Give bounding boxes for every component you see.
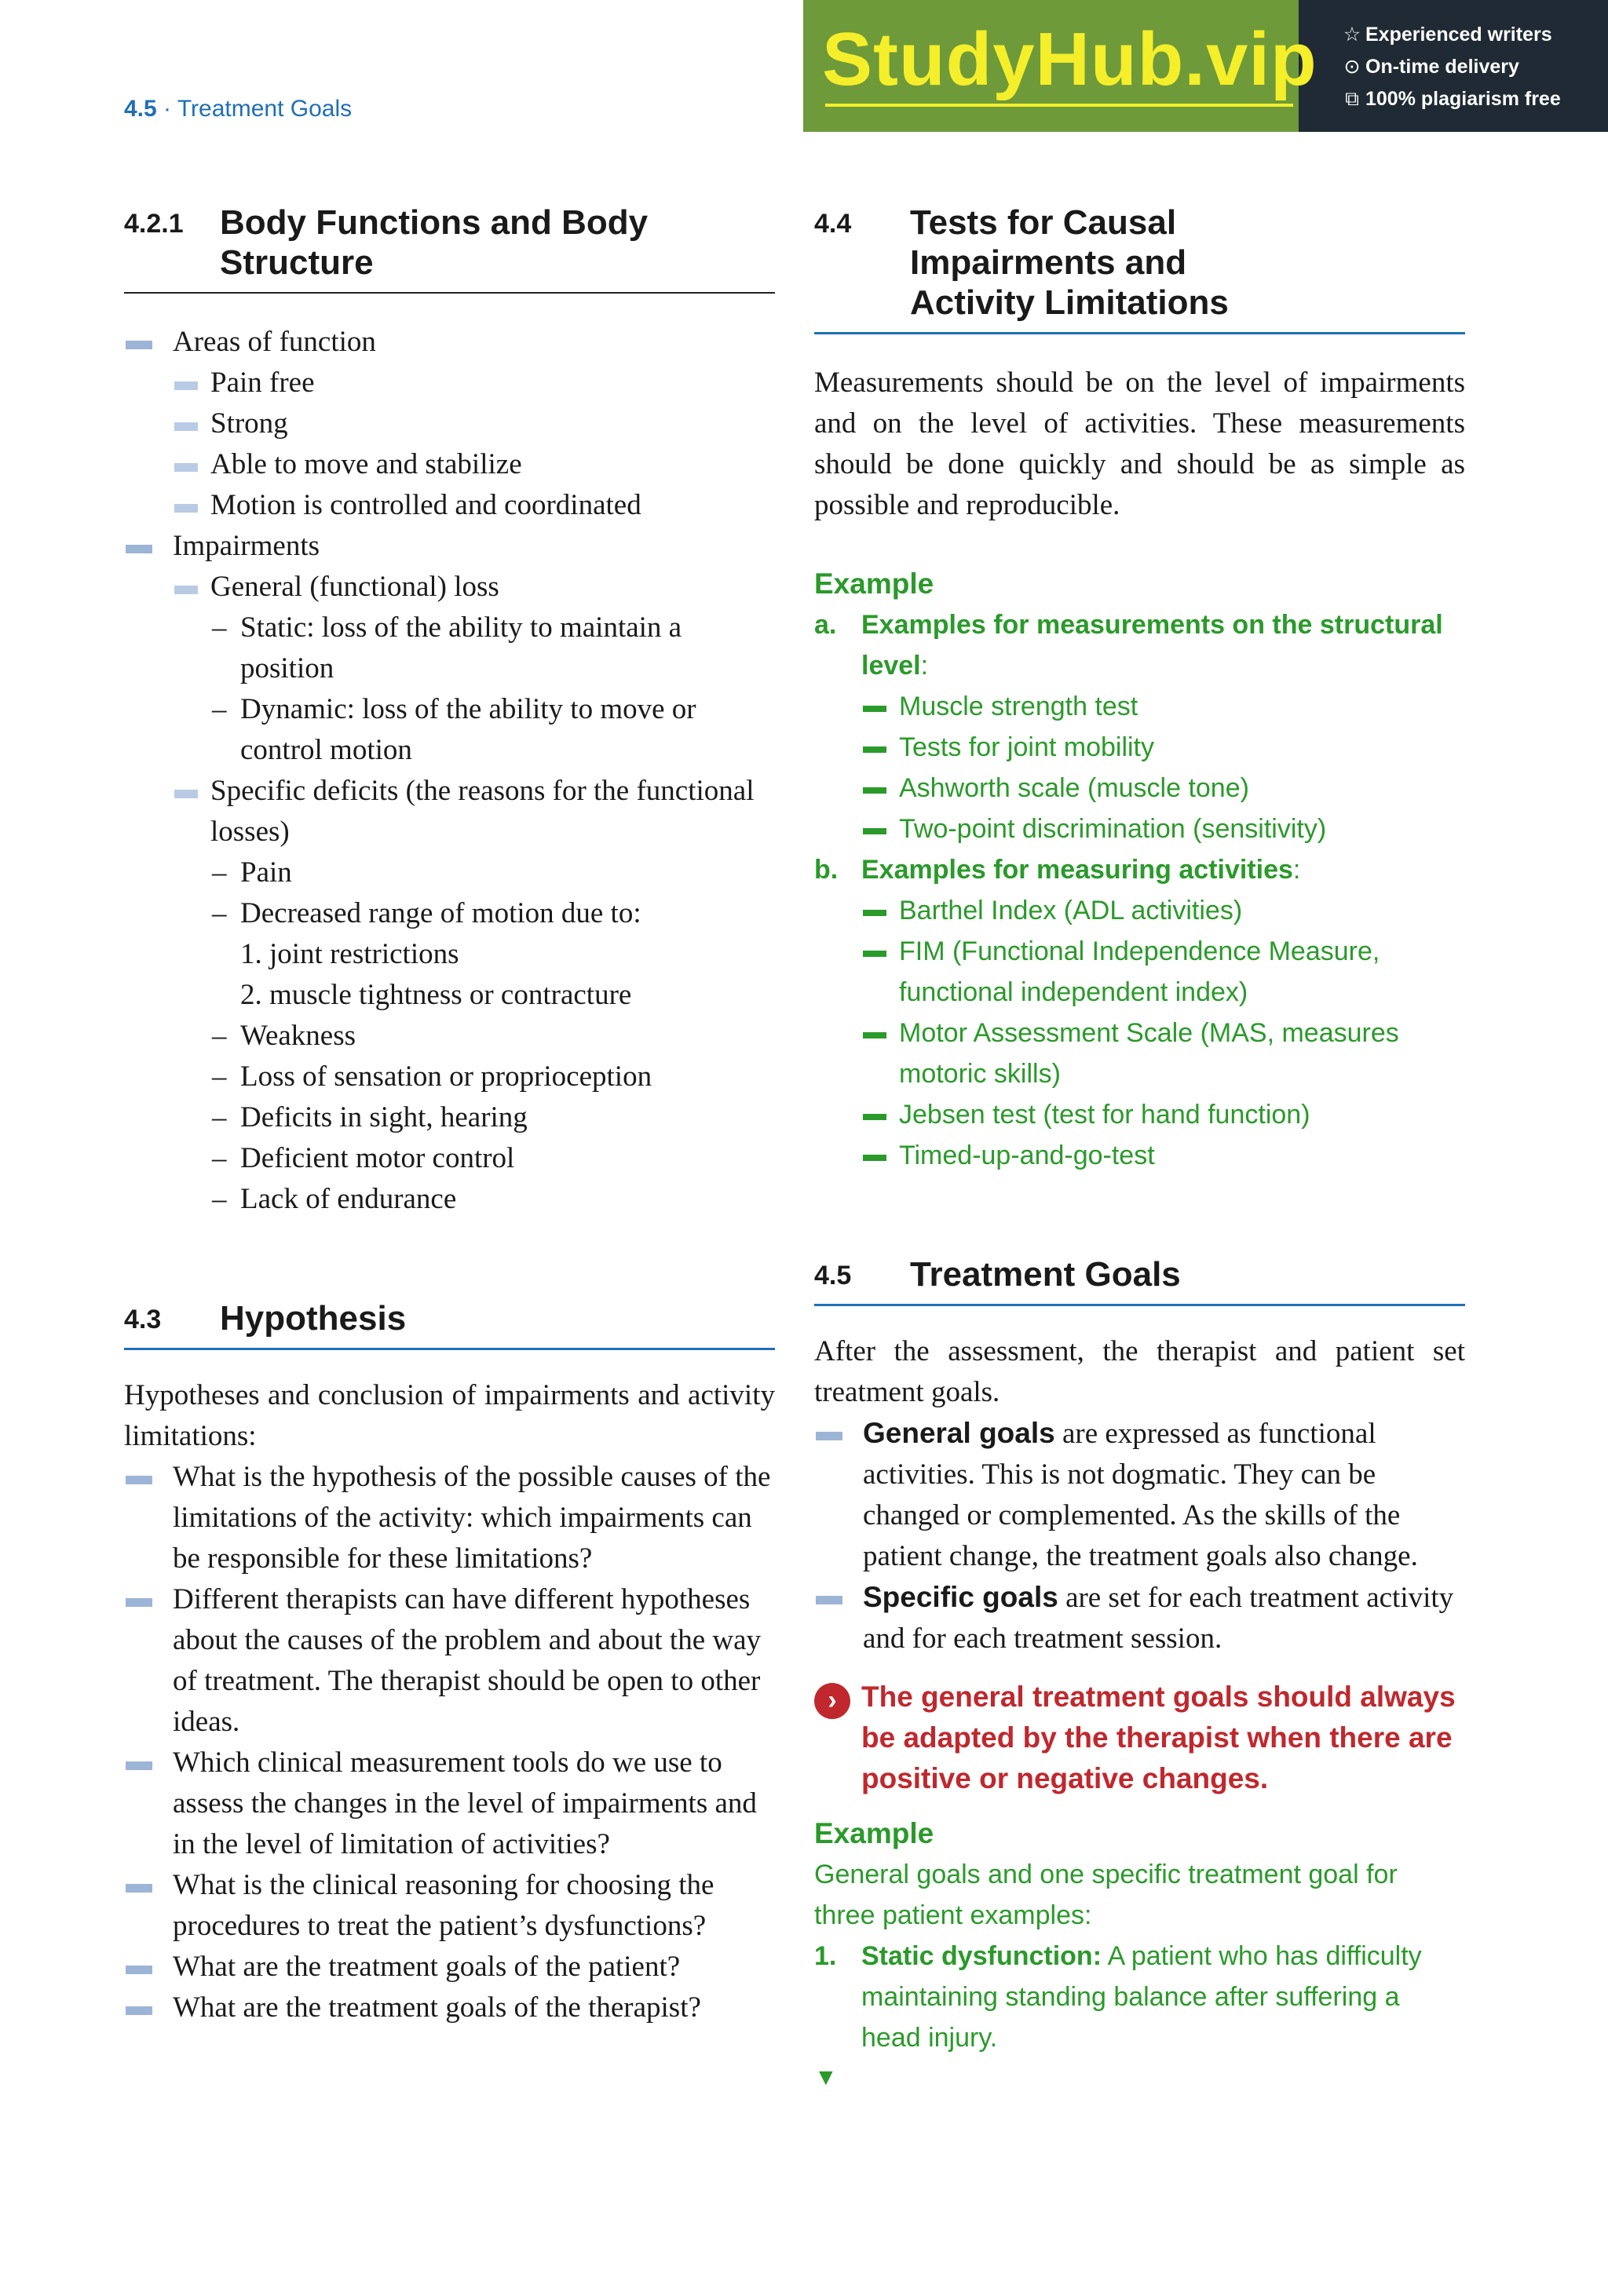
banner-taglines	[1342, 19, 1561, 115]
section-title: Tests for Causal Impairments and Activity Limitations	[910, 203, 1229, 322]
list-item-text: What is the clinical reasoning for choosing the procedures to treat the patient’s dysfunctions?	[173, 1869, 714, 1942]
bullet-square-icon	[174, 422, 198, 431]
dash-item	[210, 1016, 775, 1057]
dash-item-text: Static: loss of the ability to maintain a position	[240, 611, 682, 684]
dash-list	[210, 608, 775, 771]
logo-underline	[825, 104, 1293, 107]
dash-item	[210, 1097, 775, 1138]
dash-item-text: Weakness	[240, 1020, 356, 1052]
dash-item	[210, 689, 775, 771]
bullet-square-icon	[174, 381, 198, 390]
dash-item	[210, 893, 775, 1016]
list-item	[861, 1135, 1465, 1176]
list-item-text: What are the treatment goals of the patient?	[173, 1951, 681, 1983]
example-label: b.	[814, 855, 839, 885]
list-item-text: What is the hypothesis of the possible causes of the limitations of the activity: which impairments can be responsible for these limitations?	[173, 1461, 771, 1575]
bullet-square-icon	[126, 341, 152, 349]
list-item-label: Motion is controlled and coordinated	[210, 489, 641, 521]
list-item	[861, 890, 1465, 931]
dash-list	[210, 852, 775, 1220]
section-title: Treatment Goals	[910, 1255, 1181, 1294]
dash-icon: –	[212, 1020, 227, 1052]
list-item	[124, 1988, 775, 2028]
copy-icon: ⧉	[1345, 88, 1359, 110]
banner-logo-panel	[803, 0, 1317, 132]
tagline-plagiarism-free	[1342, 83, 1561, 115]
hypothesis-list	[124, 1457, 775, 2028]
list-item-text: Ashworth scale (muscle tone)	[899, 773, 1249, 803]
dash-item-text: Loss of sensation or proprioception	[240, 1060, 652, 1093]
example-title: Examples for measuring activities	[861, 855, 1293, 885]
section-title: Hypothesis	[220, 1299, 407, 1338]
list-item-text: Which clinical measurement tools do we use to assess the changes in the level of impairments and in the level of limitation of activities?	[173, 1747, 757, 1860]
clock-icon: ⊙	[1343, 56, 1361, 78]
bullet-square-icon	[816, 1596, 842, 1604]
numbered-item: 1. joint restrictions	[240, 938, 459, 970]
list-item-label: Pain free	[210, 367, 315, 399]
example-sublist	[861, 890, 1465, 1176]
example-description: A patient who has difficulty maintaining standing balance after suffering a head injury.	[861, 1941, 1422, 2053]
bullet-bar-icon	[863, 951, 886, 957]
tagline-text: On-time delivery	[1365, 56, 1519, 78]
running-head-title: Treatment Goals	[177, 96, 353, 122]
section-heading-4-5	[814, 1254, 1465, 1306]
section-number: 4.5	[814, 1261, 852, 1290]
tagline-text: Experienced writers	[1365, 24, 1552, 46]
example-item-b: b. Examples for measuring activities: Barthel Index (ADL activities) FIM (Functional Independence Measure, functional independent index) Motor Assessment Scale (MAS, measures motoric skills) Jebsen test (test for hand function) Timed-up-and-go-test	[814, 849, 1465, 1176]
bullet-square-icon	[816, 1432, 842, 1440]
list-item	[861, 1013, 1465, 1094]
example-heading: Example	[814, 568, 934, 600]
bullet-square-icon	[126, 1476, 152, 1484]
bullet-bar-icon	[863, 828, 886, 834]
list-item-label: Impairments	[173, 530, 320, 562]
list-item	[173, 485, 775, 526]
sublist	[173, 567, 775, 1220]
bullet-square-icon	[174, 463, 198, 472]
tagline-text: 100% plagiarism free	[1365, 88, 1561, 110]
dash-icon: –	[212, 693, 227, 725]
dash-item	[210, 1138, 775, 1179]
star-icon: ☆	[1343, 24, 1361, 46]
list-item	[124, 1579, 775, 1743]
list-item	[861, 809, 1465, 849]
bullet-square-icon	[126, 1884, 152, 1893]
list-item-text: Two-point discrimination (sensitivity)	[899, 814, 1327, 844]
bullet-square-icon	[174, 504, 198, 513]
treatment-goals-intro: After the assessment, the therapist and patient set treatment goals.	[814, 1335, 1465, 1408]
section-number: 4.4	[814, 209, 852, 239]
section-number: 4.3	[124, 1305, 162, 1334]
bullet-bar-icon	[863, 706, 886, 712]
dash-icon: –	[212, 897, 227, 929]
example-sublist	[861, 686, 1465, 849]
example-term: Static dysfunction:	[861, 1941, 1102, 1971]
goal-term: General goals	[863, 1417, 1055, 1449]
list-item	[173, 567, 775, 771]
running-head-separator: ·	[156, 96, 177, 122]
numbered-list	[240, 934, 775, 1016]
list-item-label: Specific deficits (the reasons for the functional losses)	[210, 775, 755, 848]
bullet-square-icon	[126, 1598, 152, 1607]
dash-icon: –	[212, 1183, 227, 1215]
list-item-label: General (functional) loss	[210, 571, 499, 603]
list-item	[173, 444, 775, 485]
studyhub-logo: StudyHub.vip	[822, 17, 1317, 101]
list-item-label: Able to move and stabilize	[210, 448, 522, 480]
bullet-bar-icon	[863, 910, 886, 916]
example-intro: General goals and one specific treatment goal for three patient examples:	[814, 1860, 1398, 1930]
example-heading: Example	[814, 1817, 934, 1849]
list-item	[861, 768, 1465, 809]
list-item	[861, 1094, 1465, 1135]
bullet-bar-icon	[863, 1114, 886, 1120]
list-item-text: Motor Assessment Scale (MAS, measures motoric skills)	[899, 1018, 1399, 1089]
dash-item	[210, 608, 775, 689]
dash-item-text: Lack of endurance	[240, 1183, 457, 1215]
bullet-bar-icon	[863, 1032, 886, 1038]
advertisement-banner[interactable]	[803, 0, 1608, 132]
example-label: a.	[814, 610, 837, 640]
sublist	[173, 363, 775, 526]
dash-icon: –	[212, 856, 227, 889]
goal-description: are expressed as functional activities. This is not dogmatic. They can be changed or complemented. As the skills of the patient change, the treatment goals also change.	[863, 1418, 1418, 1572]
goal-description: are set for each treatment activity and for each treatment session.	[863, 1582, 1454, 1655]
section-heading-4-3	[124, 1298, 775, 1350]
goal-term: Specific goals	[863, 1581, 1058, 1613]
list-item-text: Timed-up-and-go-test	[899, 1141, 1155, 1170]
list-item	[861, 931, 1465, 1013]
dash-item	[210, 1179, 775, 1220]
section-title: Body Functions and Body Structure	[220, 203, 649, 282]
list-item-text: Jebsen test (test for hand function)	[899, 1100, 1310, 1130]
list-item	[173, 403, 775, 444]
example-label: 1.	[814, 1941, 837, 1971]
dash-icon: –	[212, 1101, 227, 1133]
list-item-text: Different therapists can have different hypotheses about the causes of the problem and about the way of treatment. The therapist should be open to other ideas.	[173, 1583, 762, 1738]
list-item	[861, 727, 1465, 768]
example-title: Examples for measurements on the structural level	[861, 610, 1443, 681]
example-list	[814, 1936, 1465, 2058]
list-item-label: Strong	[210, 407, 288, 440]
section-heading-4-4	[814, 203, 1465, 334]
measurements-paragraph: Measurements should be on the level of impairments and on the level of activities. These measurements should be done quickly and should be as simple as possible and reproducible.	[814, 367, 1465, 521]
bullet-square-icon	[126, 545, 152, 553]
tagline-experienced-writers	[1342, 19, 1561, 51]
important-note	[814, 1677, 1465, 1799]
body-functions-list	[124, 322, 775, 1220]
running-head	[124, 96, 352, 122]
dash-item-text: Deficits in sight, hearing	[240, 1101, 528, 1133]
list-item	[124, 526, 775, 1220]
list-item-text: What are the treatment goals of the therapist?	[173, 1991, 701, 2024]
bullet-square-icon	[126, 1966, 152, 1974]
left-column	[124, 203, 775, 2028]
bullet-bar-icon	[863, 787, 886, 794]
dash-item-text: Decreased range of motion due to:	[240, 897, 641, 929]
list-item-label: Areas of function	[173, 326, 376, 358]
continue-arrow-icon: ▼	[814, 2064, 838, 2090]
example-item-1	[814, 1936, 1465, 2058]
list-item	[124, 1743, 775, 1865]
bullet-square-icon	[126, 2006, 152, 2015]
list-item	[124, 1865, 775, 1947]
dash-item-text: Deficient motor control	[240, 1142, 515, 1174]
list-item	[861, 686, 1465, 727]
bullet-square-icon	[126, 1761, 152, 1770]
treatment-goals-list	[814, 1413, 1465, 1659]
dash-item	[210, 852, 775, 893]
list-item	[814, 1413, 1465, 1577]
section-number: 4.2.1	[124, 209, 184, 239]
list-item	[124, 322, 775, 526]
section-heading-4-2-1	[124, 203, 775, 294]
dash-icon: –	[212, 1142, 227, 1174]
list-item	[173, 363, 775, 403]
chevron-right-icon: ›	[814, 1683, 850, 1719]
dash-icon: –	[212, 1060, 227, 1093]
dash-item-text: Dynamic: loss of the ability to move or control motion	[240, 693, 696, 766]
list-item-text: FIM (Functional Independence Measure, functional independent index)	[899, 936, 1380, 1007]
list-item-text: Barthel Index (ADL activities)	[899, 896, 1243, 925]
example-list	[814, 604, 1465, 1176]
list-item	[814, 1577, 1465, 1659]
tagline-on-time-delivery	[1342, 51, 1561, 83]
bullet-bar-icon	[863, 746, 886, 753]
hypothesis-intro: Hypotheses and conclusion of impairments and activity limitations:	[124, 1379, 775, 1452]
list-item	[124, 1947, 775, 1988]
numbered-item: 2. muscle tightness or contracture	[240, 979, 632, 1011]
running-head-number: 4.5	[124, 96, 157, 122]
dash-item-text: Pain	[240, 856, 292, 889]
example-item-a: a. Examples for measurements on the structural level: Muscle strength test Tests for joint mobility Ashworth scale (muscle tone) Two-point discrimination (sensitivity)	[814, 604, 1465, 849]
list-item	[124, 1457, 775, 1579]
bullet-bar-icon	[863, 1155, 886, 1161]
list-item-text: Tests for joint mobility	[899, 732, 1154, 762]
right-column	[814, 203, 1465, 2091]
dash-item	[210, 1057, 775, 1097]
list-item-text: Muscle strength test	[899, 692, 1138, 721]
dash-icon: –	[212, 611, 227, 644]
bullet-square-icon	[174, 586, 198, 594]
list-item	[173, 771, 775, 1220]
bullet-square-icon	[174, 790, 198, 798]
note-text: The general treatment goals should always be adapted by the therapist when there are positive or negative changes.	[861, 1681, 1456, 1794]
